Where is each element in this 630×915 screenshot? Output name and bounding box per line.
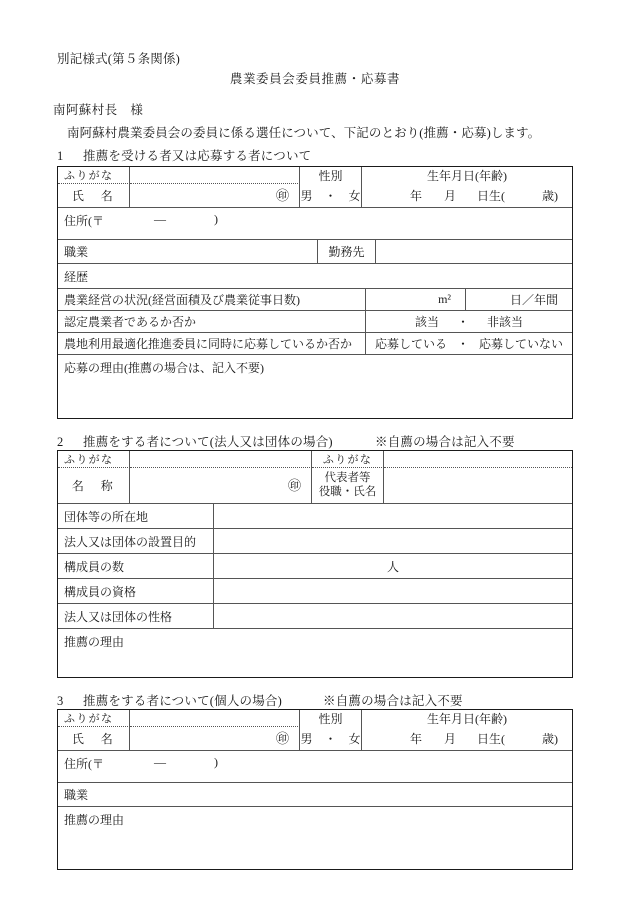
table-row (58, 184, 572, 208)
section3-table (57, 709, 573, 870)
birth-header: 生年月日(年齢) (427, 712, 507, 726)
table-row (58, 579, 572, 604)
certified-options[interactable] (366, 311, 572, 332)
birth-value[interactable] (362, 727, 572, 750)
gender-header: 性別 (300, 167, 362, 184)
addressee: 南阿蘇村長 様 (53, 103, 144, 117)
name-value[interactable] (130, 184, 300, 207)
section3-heading (57, 691, 282, 709)
table-row (58, 529, 572, 554)
address-field[interactable] (58, 751, 572, 782)
section2-heading-text: 推薦をする者について(法人又は団体の場合) (83, 435, 333, 449)
name-label: 氏 名 (58, 184, 130, 207)
section3-note: ※自薦の場合は記入不要 (323, 694, 463, 708)
furigana-label: ふりがな (58, 167, 130, 184)
table-row (58, 167, 572, 184)
address-label: 住所(〒 (64, 214, 104, 228)
section1-number: 1 (57, 149, 64, 163)
section2-table (57, 450, 573, 678)
birth-day-label: 日生( (477, 189, 505, 203)
org-purpose-label: 法人又は団体の設置目的 (58, 529, 214, 553)
table-row (58, 604, 572, 629)
birth-month-label: 月 (444, 732, 457, 746)
rep-title-line2: 役職・氏名 (318, 485, 377, 498)
section1-heading-text: 推薦を受ける者又は応募する者について (83, 149, 312, 163)
furigana-value[interactable] (130, 167, 300, 184)
section1-heading (57, 146, 311, 164)
furigana-label: ふりがな (58, 710, 130, 727)
farm-status-label: 農業経営の状況(経営面積及び農業従事日数) (58, 289, 366, 310)
member-count-label: 構成員の数 (58, 554, 214, 578)
gender-options[interactable]: 男 ・ 女 (300, 727, 362, 750)
org-nature-label: 法人又は団体の性格 (58, 604, 214, 628)
certified-separator: ・ (456, 315, 469, 329)
furigana-value[interactable] (130, 710, 300, 727)
optimize-label: 農地利用最適化推進委員に同時に応募しているか否か (58, 333, 366, 354)
table-row (58, 355, 572, 417)
birth-value[interactable] (362, 184, 572, 207)
member-qualification-label: 構成員の資格 (58, 579, 214, 603)
address-dash: — (154, 212, 166, 226)
member-qualification-value[interactable] (214, 579, 572, 603)
birth-month-label: 月 (444, 189, 457, 203)
birth-age-label: 歳) (542, 732, 558, 746)
birth-year-label: 年 (410, 189, 423, 203)
table-row (58, 451, 572, 468)
table-row (58, 710, 572, 727)
farm-days-unit[interactable]: 日／年間 (509, 293, 558, 307)
table-row (58, 751, 572, 783)
gender-header: 性別 (300, 710, 362, 727)
org-nature-value[interactable] (214, 604, 572, 628)
optimize-yes[interactable]: 応募している (374, 337, 447, 351)
occupation-field[interactable] (58, 783, 572, 806)
section2-heading (57, 432, 333, 450)
name-label: 氏 名 (58, 727, 130, 750)
certified-yes[interactable]: 該当 (414, 315, 439, 329)
table-row (58, 264, 572, 289)
org-furigana-label: ふりがな (58, 451, 130, 468)
workplace-label: 勤務先 (318, 240, 376, 263)
recommendation-reason-field[interactable] (58, 807, 572, 868)
farm-area-unit[interactable]: m² (366, 289, 466, 310)
table-row (58, 240, 572, 264)
section3-number: 3 (57, 694, 64, 708)
org-name-value[interactable] (130, 468, 312, 503)
address-field[interactable] (58, 208, 572, 239)
occupation-label: 職業 (64, 788, 89, 802)
address-close-paren: ) (214, 212, 218, 226)
seal-icon: ㊞ (275, 188, 289, 203)
table-row (58, 727, 572, 751)
workplace-value[interactable] (376, 240, 572, 263)
career-label: 経歴 (64, 269, 89, 284)
org-location-label: 団体等の所在地 (58, 504, 214, 528)
section1-table (57, 166, 573, 419)
intro-sentence: 南阿蘇村農業委員会の委員に係る選任について、下記のとおり(推薦・応募)します。 (67, 126, 541, 140)
address-close-paren: ) (214, 755, 218, 769)
optimize-options[interactable] (366, 333, 572, 354)
application-reason-label: 応募の理由(推薦の場合は、記入不要) (64, 361, 264, 375)
occupation-label: 職業 (58, 240, 318, 263)
birth-year-label: 年 (410, 732, 423, 746)
optimize-no[interactable]: 応募していない (479, 337, 564, 351)
rep-title-label (312, 468, 384, 503)
table-row (58, 289, 572, 311)
org-location-value[interactable] (214, 504, 572, 528)
birth-age-label: 歳) (542, 189, 558, 203)
form-id: 別記様式(第５条関係) (57, 52, 181, 66)
certified-label: 認定農業者であるか否か (58, 311, 366, 332)
application-reason-field[interactable] (58, 355, 572, 417)
address-label: 住所(〒 (64, 757, 104, 771)
birth-header: 生年月日(年齢) (427, 169, 507, 183)
org-name-label: 名 称 (58, 468, 130, 503)
career-field[interactable] (58, 264, 572, 288)
birth-day-label: 日生( (477, 732, 505, 746)
recommendation-reason-label: 推薦の理由 (64, 813, 125, 827)
rep-furigana-label: ふりがな (312, 451, 384, 468)
org-furigana-value[interactable] (130, 451, 312, 468)
name-value[interactable] (130, 727, 300, 750)
table-row (58, 554, 572, 579)
rep-name-value[interactable] (384, 468, 572, 503)
seal-icon: ㊞ (287, 478, 301, 493)
recommendation-reason-field[interactable] (58, 629, 572, 676)
section2-note: ※自薦の場合は記入不要 (375, 435, 515, 449)
member-count-value[interactable] (214, 554, 572, 578)
table-row (58, 504, 572, 529)
rep-title-line1: 代表者等 (324, 471, 371, 484)
table-row (58, 629, 572, 676)
seal-icon: ㊞ (275, 731, 289, 746)
section2-number: 2 (57, 435, 64, 449)
document-title: 農業委員会委員推薦・応募書 (229, 72, 401, 86)
gender-options[interactable]: 男 ・ 女 (300, 184, 362, 207)
org-purpose-value[interactable] (214, 529, 572, 553)
optimize-separator: ・ (456, 337, 469, 351)
table-row (58, 807, 572, 868)
table-row (58, 468, 572, 504)
rep-furigana-value[interactable] (384, 451, 572, 468)
table-row (58, 311, 572, 333)
table-row (58, 333, 572, 355)
table-row (58, 208, 572, 240)
member-count-unit: 人 (386, 559, 399, 574)
section3-heading-text: 推薦をする者について(個人の場合) (83, 694, 282, 708)
address-dash: — (154, 755, 166, 769)
recommendation-reason-label: 推薦の理由 (64, 635, 125, 649)
table-row (58, 783, 572, 807)
certified-no[interactable]: 非該当 (487, 315, 524, 329)
